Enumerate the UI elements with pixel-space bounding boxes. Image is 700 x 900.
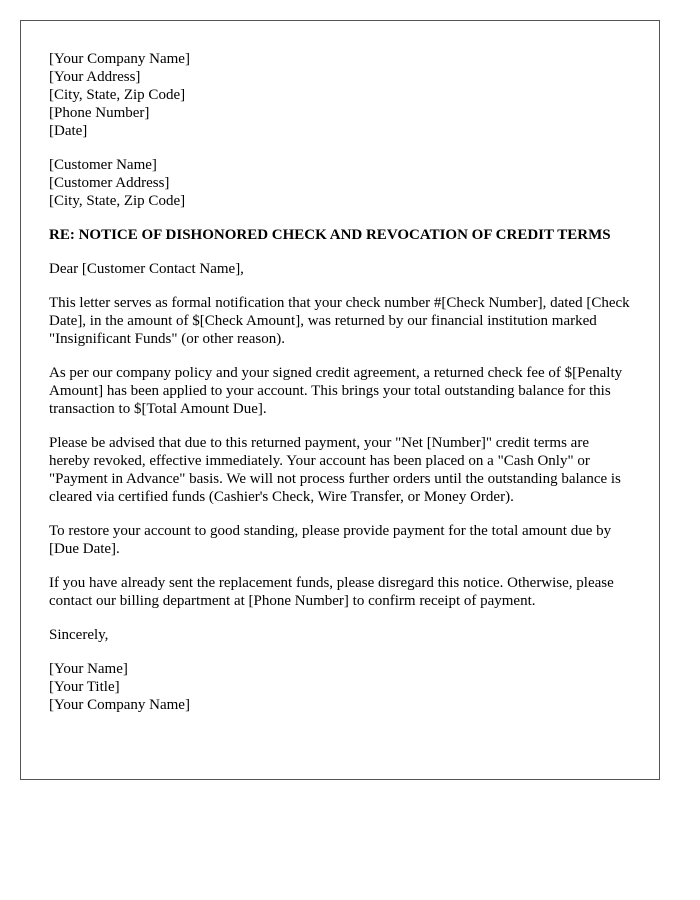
spacer <box>49 558 631 574</box>
recipient-block <box>49 156 631 210</box>
sender-company-name: [Your Company Name] <box>49 51 190 67</box>
salutation: Dear [Customer Contact Name], <box>49 261 244 277</box>
signature-name: [Your Name] <box>49 661 128 677</box>
signature-block <box>49 660 631 714</box>
spacer <box>49 644 631 660</box>
subject-line: RE: NOTICE OF DISHONORED CHECK AND REVOCATION OF CREDIT TERMS <box>49 227 611 243</box>
paragraph-notification: This letter serves as formal notification that your check number #[Check Number], dated [Check Date], in the amount of $[Check Amount], was returned by our financial institution marked "Insignificant Funds" (or other reason). <box>49 295 630 347</box>
paragraph-restore: To restore your account to good standing, please provide payment for the total amount due by [Due Date]. <box>49 523 612 557</box>
paragraph-contact: If you have already sent the replacement funds, please disregard this notice. Otherwise, please contact our billing department at [Phone Number] to confirm receipt of payment. <box>49 575 614 609</box>
signature-company: [Your Company Name] <box>49 697 190 713</box>
sender-address: [Your Address] <box>49 69 141 85</box>
spacer <box>49 210 631 226</box>
paragraph-fee: As per our company policy and your signed credit agreement, a returned check fee of $[Penalty Amount] has been applied to your account. This brings your total outstanding balance for this transaction to $[Total Amount Due]. <box>49 365 623 417</box>
recipient-address: [Customer Address] <box>49 175 170 191</box>
sender-block <box>49 50 631 140</box>
letter-date: [Date] <box>49 123 88 139</box>
letter-page <box>20 20 660 780</box>
spacer <box>49 506 631 522</box>
spacer <box>49 610 631 626</box>
closing: Sincerely, <box>49 627 109 643</box>
sender-city-state-zip: [City, State, Zip Code] <box>49 87 186 103</box>
spacer <box>49 244 631 260</box>
spacer <box>49 348 631 364</box>
recipient-name: [Customer Name] <box>49 157 157 173</box>
paragraph-revocation: Please be advised that due to this returned payment, your "Net [Number]" credit terms are hereby revoked, effective immediately. Your account has been placed on a "Cash Only" or "Payment in Advance" basis. We will not process further orders until the outstanding balance is cleared via certified funds (Cashier's Check, Wire Transfer, or Money Order). <box>49 435 621 505</box>
spacer <box>49 278 631 294</box>
signature-title: [Your Title] <box>49 679 120 695</box>
recipient-city-state-zip: [City, State, Zip Code] <box>49 193 186 209</box>
spacer <box>49 140 631 156</box>
spacer <box>49 418 631 434</box>
sender-phone: [Phone Number] <box>49 105 150 121</box>
